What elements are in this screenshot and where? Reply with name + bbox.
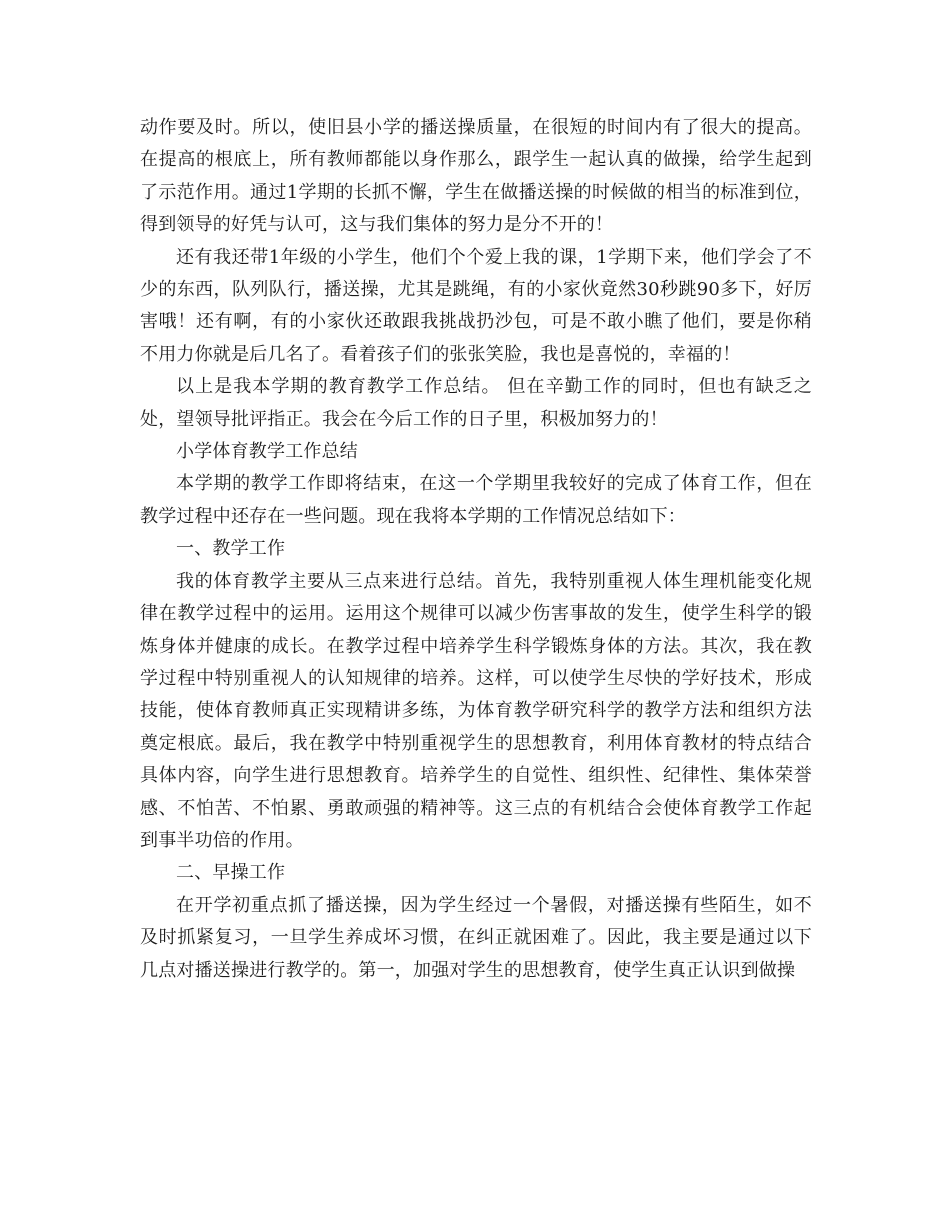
heading-morning-exercise: 二、早操工作: [176, 862, 286, 884]
paragraph-first-grade: 还有我还带1年级的小学生，他们个个爱上我的课，1学期下来，他们学会了不少的东西，队列队行，播送操，尤其是跳绳，有的小家伙竟然30秒跳90多下，好厉害哦！还有啊，有的小家伙还敢跟我挑战扔沙包，可是不敢小瞧了他们，要是你稍不用力你就是后几名了。看着孩子们的张张笑脸，我也是喜悦的，幸福的！: [140, 246, 812, 365]
paragraph-conclusion: 以上是我本学期的教育教学工作总结。 但在辛勤工作的同时，但也有缺乏之处，望领导批评指正。我会在今后工作的日子里，积极加努力的！: [140, 376, 812, 430]
heading-teaching-work: 一、教学工作: [176, 538, 286, 560]
section-title: 小学体育教学工作总结: [176, 441, 358, 463]
paragraph-morning-exercise: 在开学初重点抓了播送操，因为学生经过一个暑假，对播送操有些陌生，如不及时抓紧复习，一旦学生养成坏习惯，在纠正就困难了。因此，我主要是通过以下几点对播送操进行教学的。第一，加强对学生的思想教育，使学生真正认识到做操: [140, 894, 812, 981]
paragraph-teaching-work: 我的体育教学主要从三点来进行总结。首先，我特别重视人体生理机能变化规律在教学过程中的运用。运用这个规律可以减少伤害事故的发生，使学生科学的锻炼身体并健康的成长。在教学过程中培养学生科学锻炼身体的方法。其次，我在教学过程中特别重视人的认知规律的培养。这样，可以使学生尽快的学好技术，形成技能，使体育教师真正实现精讲多练，为体育教学研究科学的教学方法和组织方法奠定根底。最后，我在教学中特别重视学生的思想教育，利用体育教材的特点结合具体内容，向学生进行思想教育。培养学生的自觉性、组织性、纪律性、集体荣誉感、不怕苦、不怕累、勇敢顽强的精神等。这三点的有机结合会使体育教学工作起到事半功倍的作用。: [140, 570, 812, 851]
paragraph-intro: 本学期的教学工作即将结束，在这一个学期里我较好的完成了体育工作，但在教学过程中还存在一些问题。现在我将本学期的工作情况总结如下：: [140, 473, 812, 527]
paragraph-continuation: 动作要及时。所以，使旧县小学的播送操质量，在很短的时间内有了很大的提高。在提高的根底上，所有教师都能以身作那么，跟学生一起认真的做操，给学生起到了示范作用。通过1学期的长抓不懈，学生在做播送操的时候做的相当的标准到位，得到领导的好凭与认可，这与我们集体的努力是分不开的！: [140, 117, 812, 236]
document-body: [140, 112, 812, 987]
